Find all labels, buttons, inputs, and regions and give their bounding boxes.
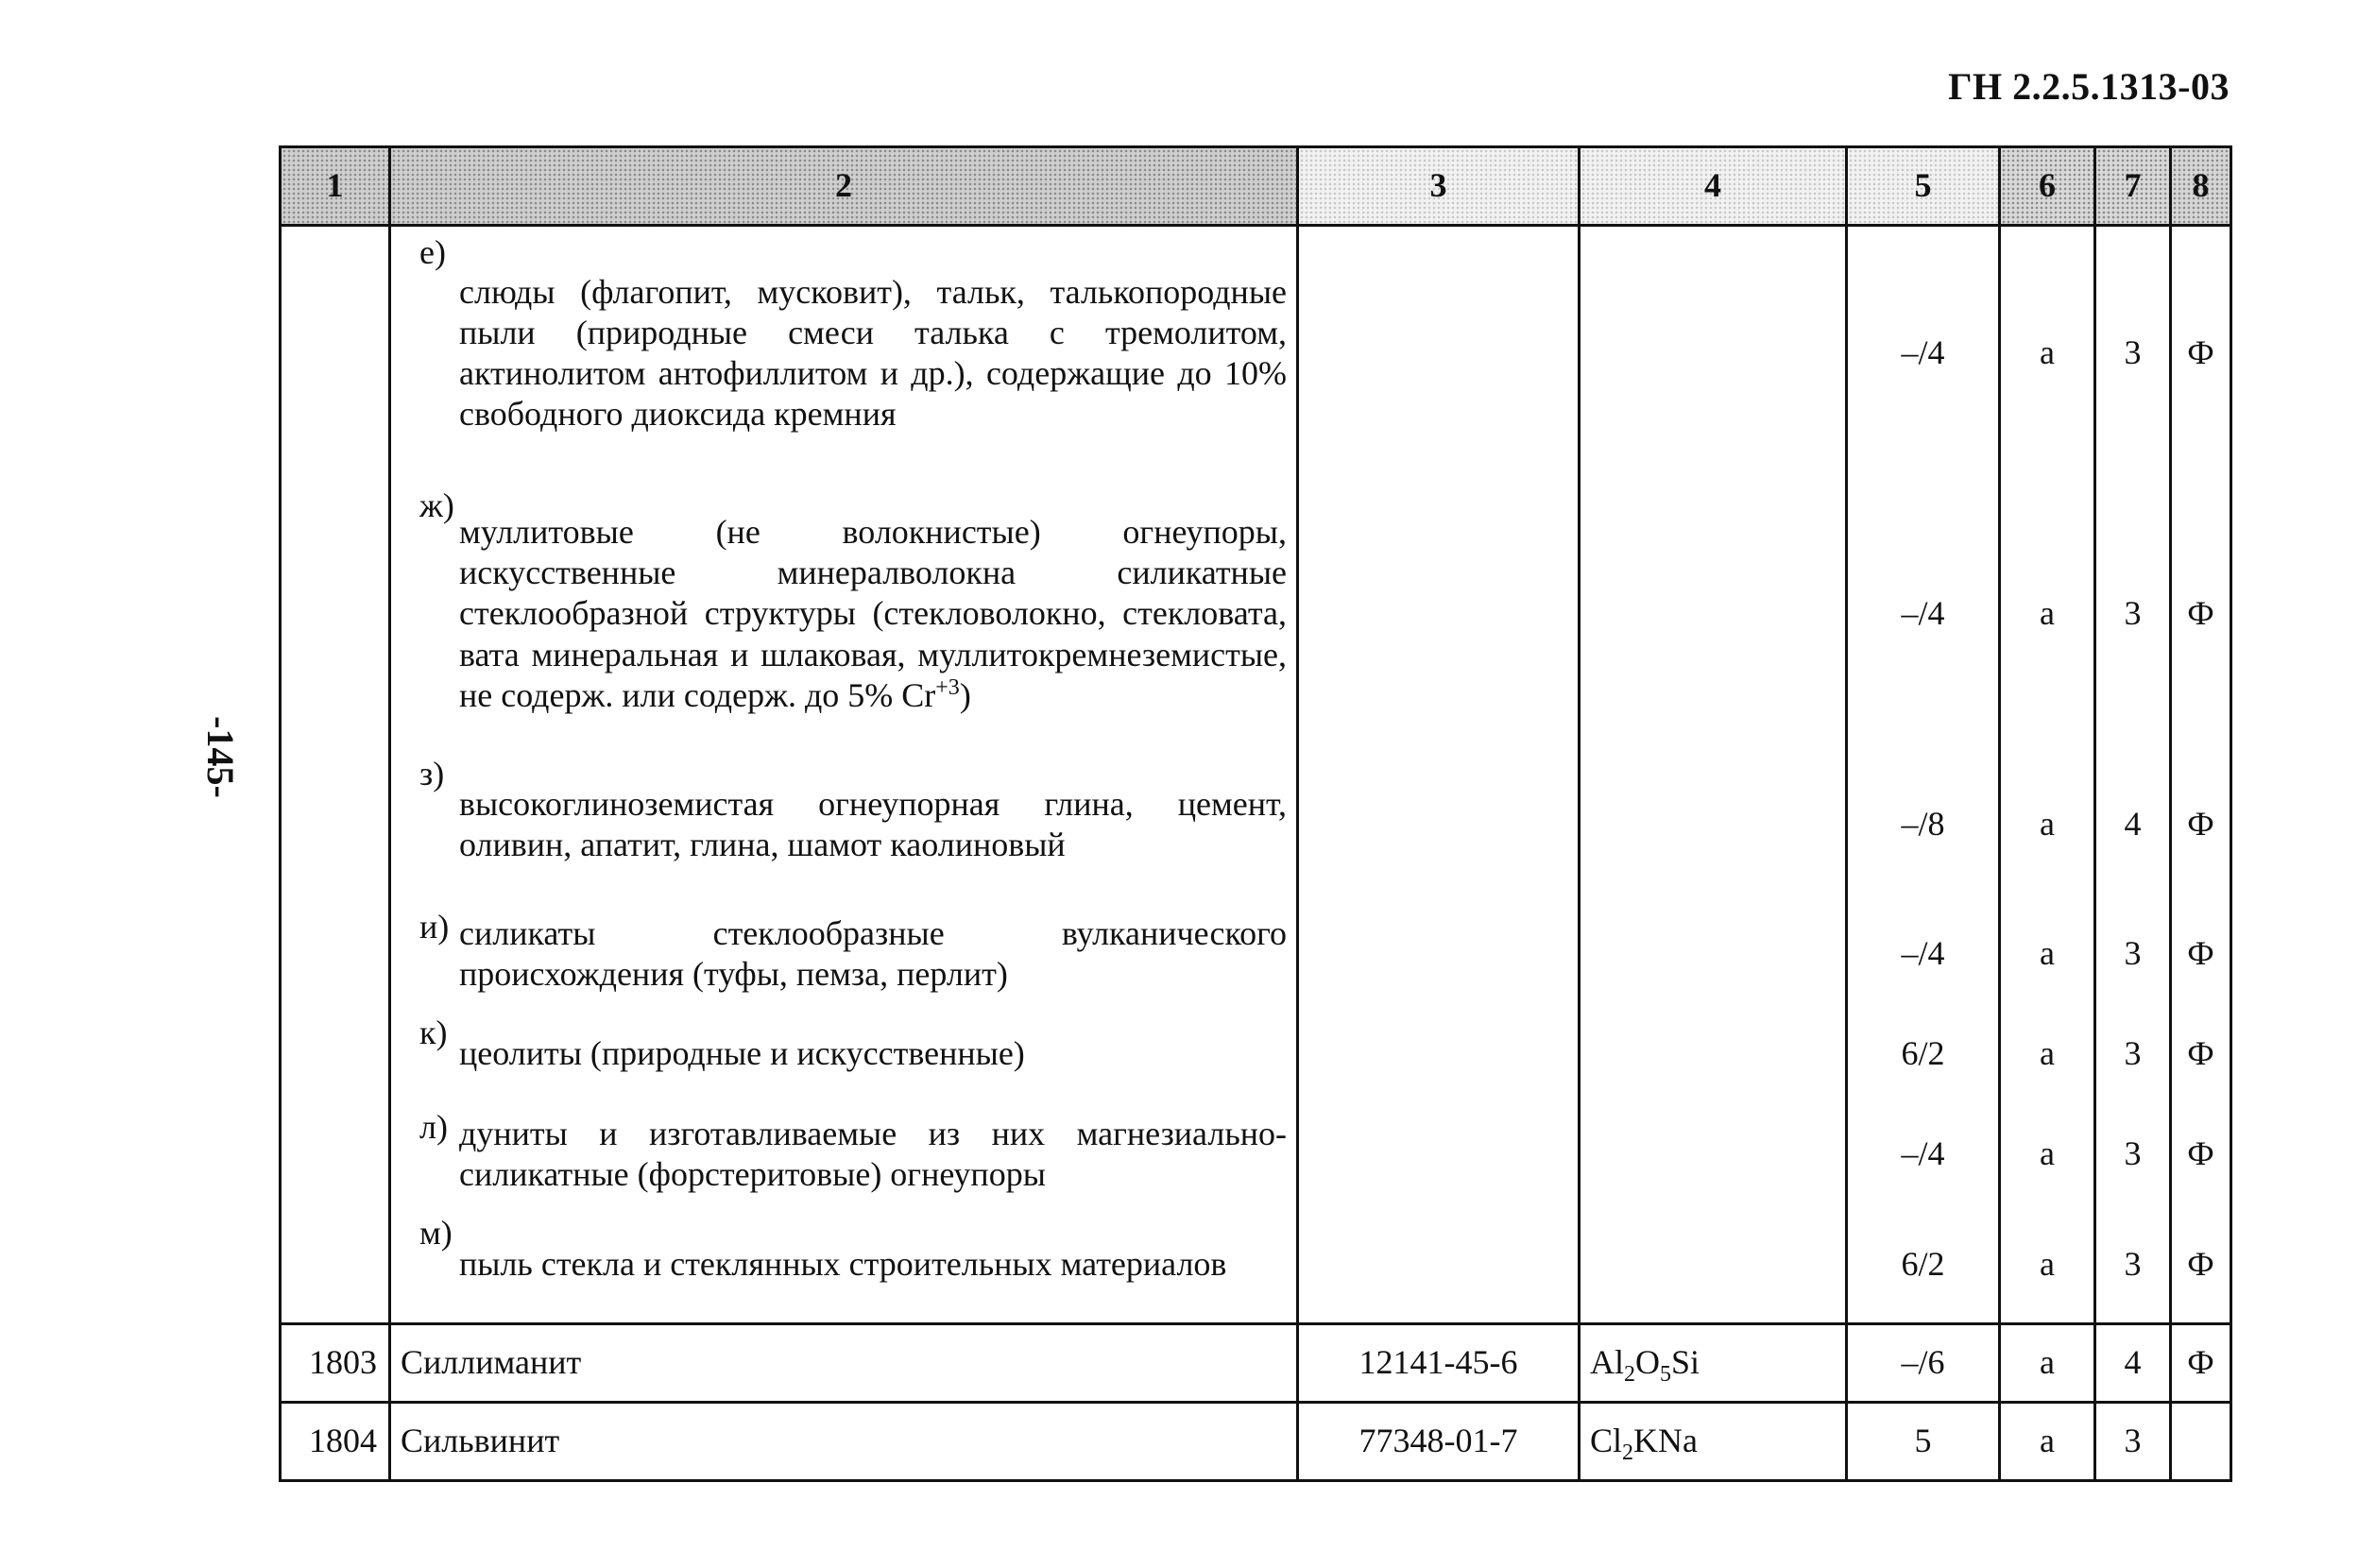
mac-value: –/4 [1847, 226, 2000, 481]
subitem-text: муллитовые (не волокнистые) огнеупоры, искусственные минералволокна силикатные стеклообразной структуры (стекловолокно, стекловата, вата минеральная и шлаковая, муллитокремнеземистые, не содерж. или содерж. до 5% Cr [459, 513, 1287, 714]
action-feature: Ф [2171, 748, 2231, 901]
column-header-1: 1 [281, 147, 390, 226]
aggregate-state: а [2000, 1007, 2095, 1101]
action-feature [2171, 1403, 2231, 1481]
subitem-text: дуниты и изготавливаемые из них магнезиально-силикатные (форстеритовые) огнеупоры [459, 1114, 1287, 1193]
substance-description [390, 226, 1298, 481]
page-number: -145- [198, 716, 242, 798]
number-cell [281, 748, 390, 901]
table-row [281, 1324, 2231, 1403]
hygiene-standards-table [279, 145, 2232, 1482]
mac-value: –/4 [1847, 480, 2000, 748]
subitem-text: высокоглиноземистая огнеупорная глина, цемент, оливин, апатит, глина, шамот каолиновый [459, 784, 1287, 863]
cas-cell [1298, 226, 1580, 481]
subitem-letter: к) [419, 1014, 448, 1051]
aggregate-state: а [2000, 1207, 2095, 1324]
hazard-class: 3 [2095, 226, 2171, 481]
substance-name: Сильвинит [390, 1403, 1298, 1481]
subitem-letter: е) [419, 233, 446, 271]
cas-cell [1298, 1007, 1580, 1101]
table-header-row [281, 147, 2231, 226]
mac-value: –/4 [1847, 901, 2000, 1007]
substance-description [390, 1101, 1298, 1207]
mac-value: –/8 [1847, 748, 2000, 901]
action-feature: Ф [2171, 1101, 2231, 1207]
action-feature: Ф [2171, 1207, 2231, 1324]
substance-description [390, 480, 1298, 748]
number-cell [281, 1207, 390, 1324]
number-cell [281, 480, 390, 748]
subitem-letter: л) [419, 1108, 448, 1146]
formula-cell [1580, 1101, 1847, 1207]
cas-number: 77348-01-7 [1298, 1403, 1580, 1481]
hazard-class: 3 [2095, 480, 2171, 748]
mac-value: 6/2 [1847, 1007, 2000, 1101]
subitem-letter: з) [419, 755, 445, 793]
subitem-row-m [281, 1207, 2231, 1324]
formula-cell [1580, 748, 1847, 901]
aggregate-state: а [2000, 1101, 2095, 1207]
column-header-5: 5 [1847, 147, 2000, 226]
subitem-superscript: +3 [935, 674, 960, 700]
column-header-7: 7 [2095, 147, 2171, 226]
subitem-row-e [281, 226, 2231, 481]
mac-value: –/6 [1847, 1324, 2000, 1403]
action-feature: Ф [2171, 226, 2231, 481]
cas-cell [1298, 748, 1580, 901]
table-row [281, 1403, 2231, 1481]
hazard-class: 3 [2095, 1207, 2171, 1324]
action-feature: Ф [2171, 901, 2231, 1007]
substance-description [390, 748, 1298, 901]
subitem-text: слюды (флагопит, мусковит), тальк, талькопородные пыли (природные смеси талька с тремолитом, актинолитом антофиллитом и др.), содержащие до 10% свободного диоксида кремния [459, 272, 1287, 434]
formula-cell [1580, 901, 1847, 1007]
chemical-formula: $Cl_2KNa$ [1580, 1403, 1847, 1481]
formula-cell [1580, 226, 1847, 481]
hazard-class: 4 [2095, 1324, 2171, 1403]
number-cell [281, 1101, 390, 1207]
substance-description [390, 1007, 1298, 1101]
column-header-6: 6 [2000, 147, 2095, 226]
aggregate-state: а [2000, 748, 2095, 901]
number-cell [281, 1007, 390, 1101]
action-feature: Ф [2171, 1324, 2231, 1403]
aggregate-state: а [2000, 1324, 2095, 1403]
subitem-row-z [281, 748, 2231, 901]
formula-cell [1580, 480, 1847, 748]
number-cell [281, 226, 390, 481]
document-code: ГН 2.2.5.1313-03 [1948, 65, 2230, 108]
aggregate-state: а [2000, 901, 2095, 1007]
hazard-class: 3 [2095, 1101, 2171, 1207]
hazard-class: 3 [2095, 1403, 2171, 1481]
substance-name: Силлиманит [390, 1324, 1298, 1403]
mac-value: 5 [1847, 1403, 2000, 1481]
column-header-8: 8 [2171, 147, 2231, 226]
substance-description [390, 1207, 1298, 1324]
subitem-text-tail: ) [959, 675, 971, 714]
subitem-letter: и) [419, 908, 450, 946]
cas-cell [1298, 1207, 1580, 1324]
formula-cell [1580, 1207, 1847, 1324]
column-header-2: 2 [390, 147, 1298, 226]
mac-value: 6/2 [1847, 1207, 2000, 1324]
number-cell [281, 901, 390, 1007]
hazard-class: 3 [2095, 901, 2171, 1007]
subitem-text: пыль стекла и стеклянных строительных материалов [459, 1245, 1227, 1284]
formula-cell [1580, 1007, 1847, 1101]
action-feature: Ф [2171, 480, 2231, 748]
column-header-3: 3 [1298, 147, 1580, 226]
hazard-class: 3 [2095, 1007, 2171, 1101]
subitem-row-zh [281, 480, 2231, 748]
cas-cell [1298, 901, 1580, 1007]
subitem-letter: ж) [419, 486, 454, 524]
cas-number: 12141-45-6 [1298, 1324, 1580, 1403]
aggregate-state: а [2000, 480, 2095, 748]
cas-cell [1298, 480, 1580, 748]
chemical-formula: $Al_2O_5Si$ [1580, 1324, 1847, 1403]
subitem-letter: м) [419, 1214, 453, 1252]
column-header-4: 4 [1580, 147, 1847, 226]
action-feature: Ф [2171, 1007, 2231, 1101]
hazard-class: 4 [2095, 748, 2171, 901]
substance-description [390, 901, 1298, 1007]
subitem-row-i [281, 901, 2231, 1007]
substance-number: 1803 [281, 1324, 390, 1403]
subitem-text: цеолиты (природные и искусственные) [459, 1034, 1025, 1073]
subitem-text: силикаты стеклообразные вулканического происхождения (туфы, пемза, перлит) [459, 913, 1287, 993]
cas-cell [1298, 1101, 1580, 1207]
substance-number: 1804 [281, 1403, 390, 1481]
subitem-row-l [281, 1101, 2231, 1207]
subitem-row-k [281, 1007, 2231, 1101]
aggregate-state: а [2000, 226, 2095, 481]
aggregate-state: а [2000, 1403, 2095, 1481]
mac-value: –/4 [1847, 1101, 2000, 1207]
